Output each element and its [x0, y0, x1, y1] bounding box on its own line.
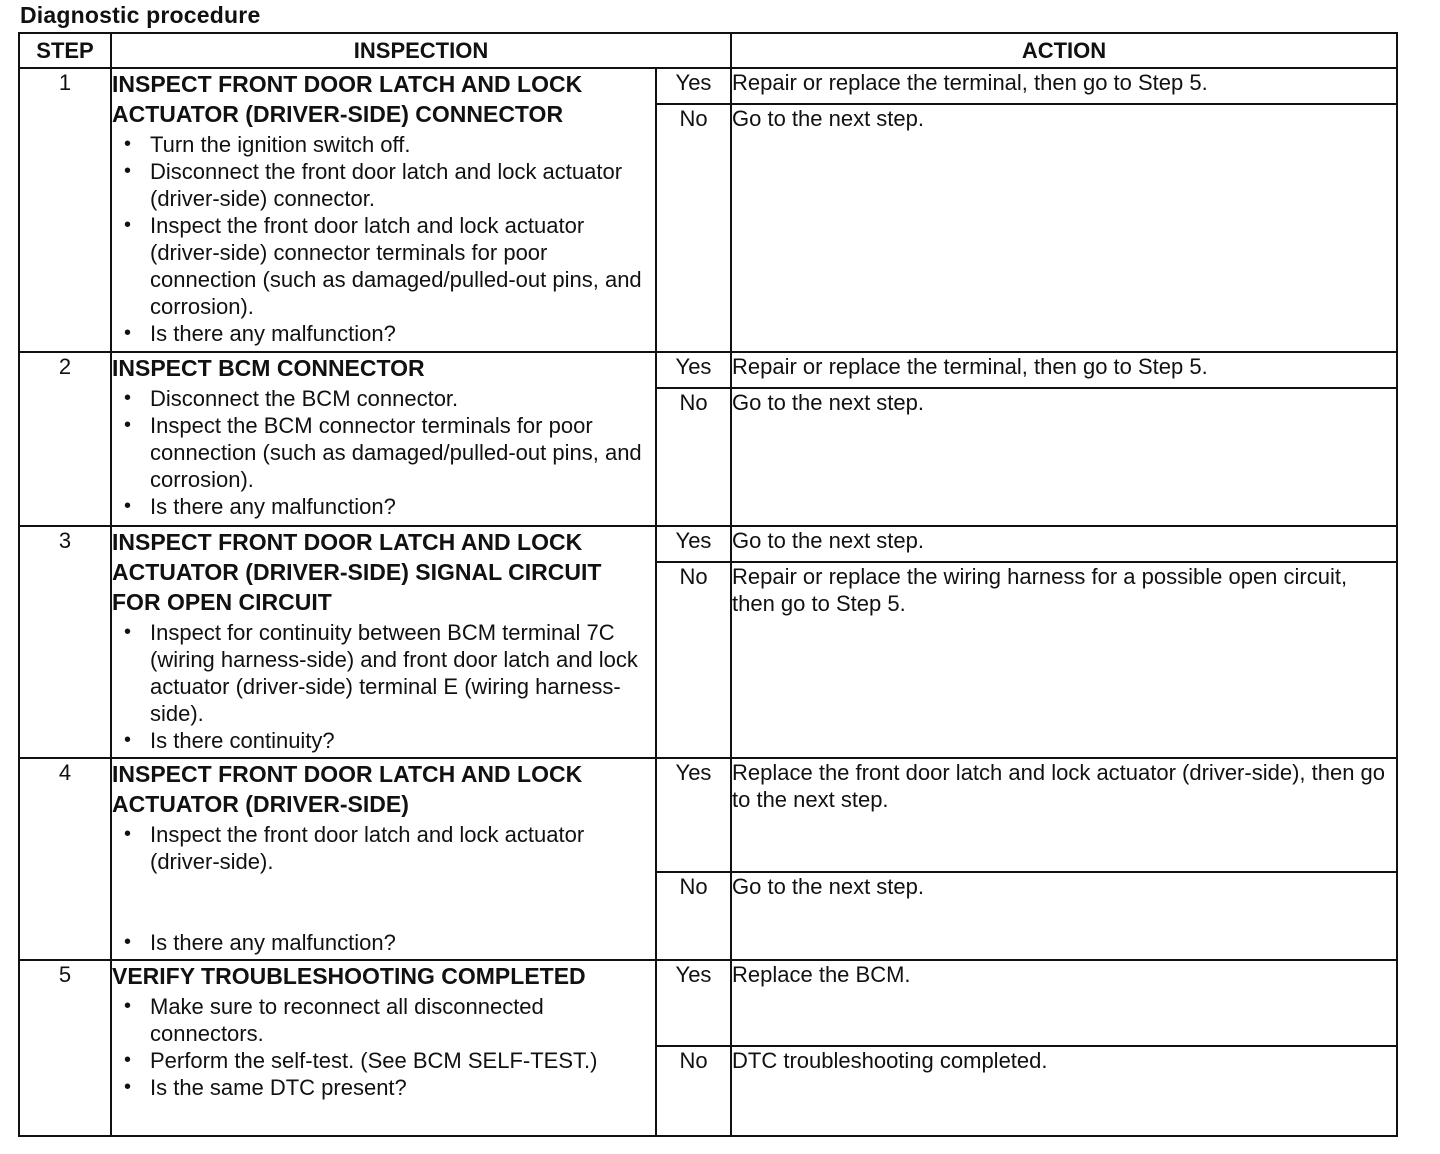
page-title: Diagnostic procedure [20, 2, 261, 28]
bullet-item: • Inspect the front door latch and lock actuator (driver-side) connector terminals for poor connection (such as damaged/pulled-out pins, and corrosion). [112, 212, 655, 320]
step-heading: VERIFY TROUBLESHOOTING COMPLETED [112, 963, 586, 989]
no-action: DTC troubleshooting completed. [731, 1046, 1397, 1136]
bullet-item: • Disconnect the front door latch and lock actuator (driver-side) connector. [112, 158, 655, 212]
yes-action: Repair or replace the terminal, then go to Step 5. [731, 352, 1397, 388]
no-label: No [656, 104, 731, 352]
bullet-item: • Inspect for continuity between BCM terminal 7C (wiring harness-side) and front door latch and lock actuator (driver-side) terminal E (wiring harness-side). [112, 619, 655, 727]
no-action: Repair or replace the wiring harness for a possible open circuit, then go to Step 5. [731, 562, 1397, 758]
bullet-item: • Make sure to reconnect all disconnected connectors. [112, 993, 655, 1047]
yes-action: Repair or replace the terminal, then go to Step 5. [731, 68, 1397, 104]
bullet-item: • Is the same DTC present? [112, 1074, 655, 1101]
step-number: 4 [19, 758, 111, 960]
diagnostic-procedure-table [18, 32, 1398, 1137]
yes-label: Yes [656, 960, 731, 1046]
bullet-item: • Turn the ignition switch off. [112, 131, 655, 158]
bullet-item: • Is there any malfunction? [112, 493, 655, 520]
no-label: No [656, 872, 731, 960]
bullet-item: • Is there continuity? [112, 727, 655, 754]
yes-label: Yes [656, 352, 731, 388]
step-heading: INSPECT FRONT DOOR LATCH AND LOCK ACTUATOR (DRIVER-SIDE) [112, 761, 583, 817]
action-column-header: ACTION [731, 33, 1397, 68]
step-4-inspection [111, 758, 656, 960]
bullet-item: • Inspect the BCM connector terminals for poor connection (such as damaged/pulled-out pins, and corrosion). [112, 412, 655, 493]
step-3-inspection [111, 526, 656, 758]
step-number: 1 [19, 68, 111, 352]
step-5-yes-row [19, 960, 1397, 1046]
no-label: No [656, 1046, 731, 1136]
no-label: No [656, 388, 731, 526]
step-number: 3 [19, 526, 111, 758]
step-heading: INSPECT FRONT DOOR LATCH AND LOCK ACTUATOR (DRIVER-SIDE) CONNECTOR [112, 71, 583, 127]
no-action: Go to the next step. [731, 388, 1397, 526]
yes-action: Replace the BCM. [731, 960, 1397, 1046]
bullet-item: • Inspect the front door latch and lock actuator (driver-side). [112, 821, 655, 875]
step-2-inspection [111, 352, 656, 526]
step-1-inspection [111, 68, 656, 352]
step-4-yes-row [19, 758, 1397, 872]
step-heading: INSPECT BCM CONNECTOR [112, 355, 425, 381]
step-bullet-list [112, 131, 655, 347]
step-number: 2 [19, 352, 111, 526]
step-2-yes-row [19, 352, 1397, 388]
bullet-item: • Perform the self-test. (See BCM SELF-TEST.) [112, 1047, 655, 1074]
no-action: Go to the next step. [731, 104, 1397, 352]
yes-action: Replace the front door latch and lock actuator (driver-side), then go to the next step. [731, 758, 1397, 872]
header-row [19, 33, 1397, 68]
yes-label: Yes [656, 526, 731, 562]
step-3-yes-row [19, 526, 1397, 562]
step-bullet-list [112, 385, 655, 520]
step-5-inspection [111, 960, 656, 1136]
inspection-column-header: INSPECTION [111, 33, 731, 68]
step-number: 5 [19, 960, 111, 1136]
step-column-header: STEP [19, 33, 111, 68]
no-action: Go to the next step. [731, 872, 1397, 960]
bullet-item: • Disconnect the BCM connector. [112, 385, 655, 412]
step-1-yes-row [19, 68, 1397, 104]
yes-label: Yes [656, 68, 731, 104]
bullet-item: • Is there any malfunction? [112, 929, 655, 956]
yes-label: Yes [656, 758, 731, 872]
bullet-item: • Is there any malfunction? [112, 320, 655, 347]
step-bullet-list [112, 821, 655, 956]
step-bullet-list [112, 619, 655, 754]
no-label: No [656, 562, 731, 758]
step-bullet-list [112, 993, 655, 1101]
yes-action: Go to the next step. [731, 526, 1397, 562]
step-heading: INSPECT FRONT DOOR LATCH AND LOCK ACTUATOR (DRIVER-SIDE) SIGNAL CIRCUIT FOR OPEN CIRCUIT [112, 529, 602, 615]
